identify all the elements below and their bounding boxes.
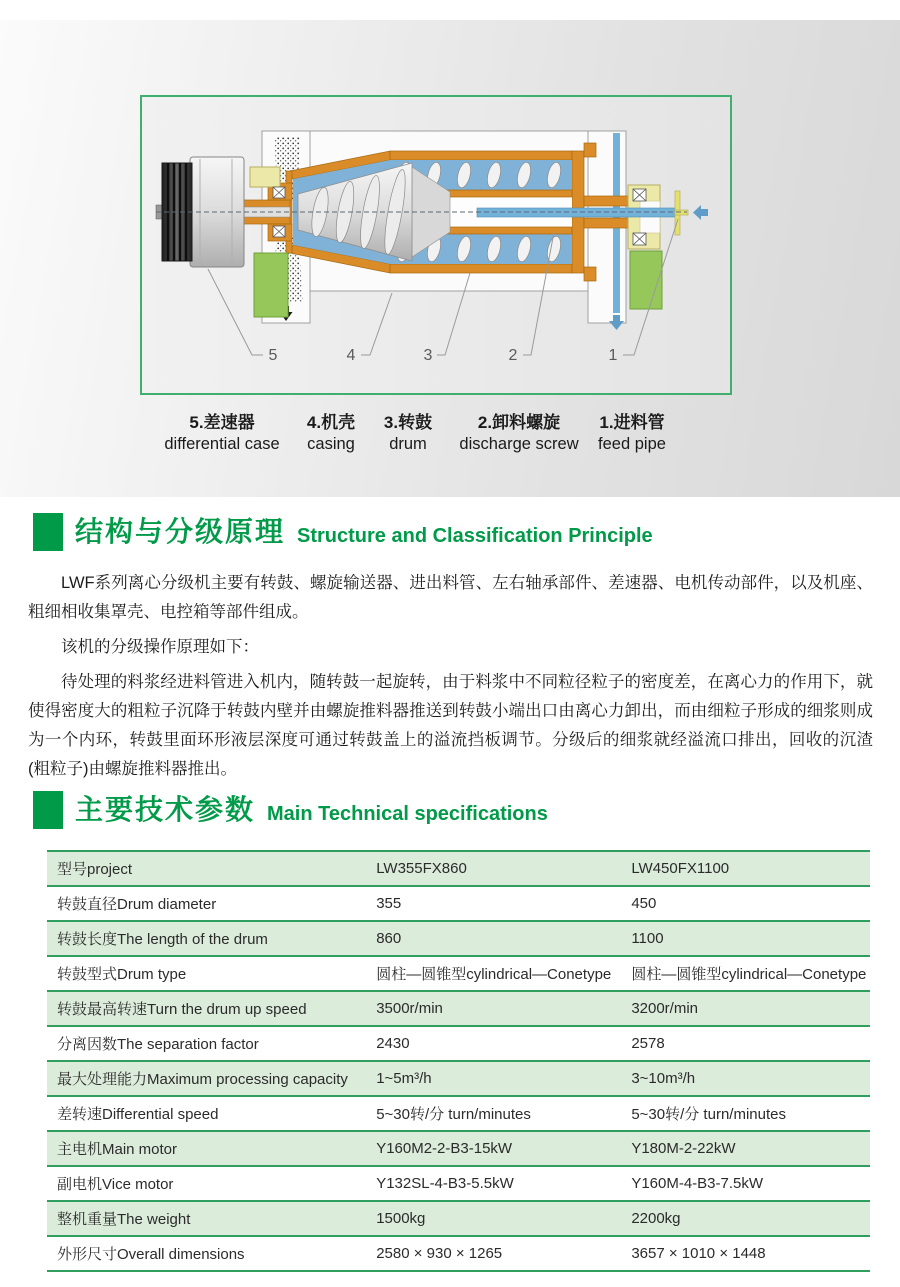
section-title-en: Structure and Classification Principle [297, 525, 653, 547]
part-label-en: casing [307, 435, 355, 453]
spec-label: 副电机Vice motor [47, 1166, 376, 1201]
technical-specifications-table [47, 850, 870, 1272]
spec-value-model2: LW450FX1100 [631, 851, 870, 886]
spec-value-model2: 3200r/min [631, 991, 870, 1026]
section-header-structure [33, 513, 653, 551]
spec-value-model2: 2578 [631, 1026, 870, 1061]
paragraph-principle-detail: 待处理的料浆经进料管进入机内，随转鼓一起旋转，由于料浆中不同粒径粒子的密度差，在离心力的作用下，就使得密度大的粗粒子沉降于转鼓内壁并由螺旋推料器推送到转鼓小端出口由离心力卸出，而由细粒子形成的细浆则成为一个内环，转鼓里面环形液层深度可通过转鼓盖上的溢流挡板调节。分级后的细浆就经溢流口排出，回收的沉渣(粗粒子)由螺旋推料器推出。 [28, 673, 873, 778]
part-label-en: discharge screw [459, 435, 579, 453]
spec-value-model2: 450 [631, 886, 870, 921]
table-row [47, 991, 870, 1026]
table-row [47, 1166, 870, 1201]
spec-value-model2: 1100 [631, 921, 870, 956]
spec-label: 转鼓直径Drum diameter [47, 886, 376, 921]
part-label-feed-pipe [598, 412, 666, 455]
spec-label: 转鼓型式Drum type [47, 956, 376, 991]
spec-label: 差转速Differential speed [47, 1096, 376, 1131]
table-row [47, 1201, 870, 1236]
spec-label: 主电机Main motor [47, 1131, 376, 1166]
part-label-differential-case [164, 412, 279, 455]
part-label-drum [384, 412, 432, 455]
part-label-discharge-screw [459, 412, 578, 455]
spec-value-model1: 圆柱—圆锥型cylindrical—Conetype [376, 956, 631, 991]
spec-value-model1: 1500kg [376, 1201, 631, 1236]
spec-label: 整机重量The weight [47, 1201, 376, 1236]
table-row [47, 1131, 870, 1166]
gray-gradient-band [0, 20, 900, 497]
paragraph-components: LWF系列离心分级机主要有转鼓、螺旋输送器、进出料管、左右轴承部件、差速器、电机传动部件，以及机座、粗细相收集罩壳、电控箱等部件组成。 [28, 574, 873, 621]
callout-number-5: 5 [268, 347, 278, 364]
callout-number-3: 3 [423, 347, 433, 364]
spec-value-model2: 圆柱—圆锥型cylindrical—Conetype [631, 956, 870, 991]
section-title-en: Main Technical specifications [267, 803, 548, 825]
spec-value-model1: 2580 × 930 × 1265 [376, 1236, 631, 1271]
green-square-bullet [33, 513, 63, 551]
part-label-zh: 3.转鼓 [383, 413, 433, 432]
structure-principle-text [28, 569, 873, 790]
spec-label: 转鼓长度The length of the drum [47, 921, 376, 956]
part-label-en: differential case [164, 435, 280, 453]
callout-number-4: 4 [346, 347, 356, 364]
spec-label: 型号project [47, 851, 376, 886]
spec-value-model1: Y160M2-2-B3-15kW [376, 1131, 631, 1166]
spec-value-model2: Y160M-4-B3-7.5kW [631, 1166, 870, 1201]
callout-number-1: 1 [608, 347, 618, 364]
green-square-bullet [33, 791, 63, 829]
spec-value-model2: 3657 × 1010 × 1448 [631, 1236, 870, 1271]
left-drive-assembly [156, 157, 292, 317]
spec-label: 分离因数The separation factor [47, 1026, 376, 1061]
table-row [47, 1061, 870, 1096]
spec-label: 转鼓最高转速Turn the drum up speed [47, 991, 376, 1026]
spec-value-model1: 5~30转/分 turn/minutes [376, 1096, 631, 1131]
table-row [47, 1236, 870, 1271]
spec-value-model1: 355 [376, 886, 631, 921]
part-label-casing [307, 412, 355, 455]
part-label-zh: 5.差速器 [189, 413, 255, 432]
table-row [47, 956, 870, 991]
spec-value-model1: Y132SL-4-B3-5.5kW [376, 1166, 631, 1201]
spec-value-model1: 860 [376, 921, 631, 956]
part-label-zh: 4.机壳 [306, 413, 356, 432]
spec-label: 最大处理能力Maximum processing capacity [47, 1061, 376, 1096]
table-row [47, 921, 870, 956]
spec-value-model2: 2200kg [631, 1201, 870, 1236]
spec-value-model2: 3~10m³/h [631, 1061, 870, 1096]
spec-value-model2: Y180M-2-22kW [631, 1131, 870, 1166]
paragraph-principle-intro: 该机的分级操作原理如下： [61, 638, 259, 656]
spec-value-model1: 2430 [376, 1026, 631, 1061]
part-label-zh: 1.进料管 [599, 413, 665, 432]
spec-value-model2: 5~30转/分 turn/minutes [631, 1096, 870, 1131]
section-title-zh: 主要技术参数 [75, 794, 256, 825]
centrifuge-diagram-panel [140, 95, 732, 395]
spec-value-model1: 3500r/min [376, 991, 631, 1026]
table-row [47, 851, 870, 886]
table-row [47, 1026, 870, 1061]
part-label-zh: 2.卸料螺旋 [477, 413, 561, 432]
section-header-specifications [33, 791, 548, 829]
section-title-zh: 结构与分级原理 [75, 516, 286, 547]
part-label-en: feed pipe [598, 435, 666, 453]
callout-number-2: 2 [508, 347, 518, 364]
table-row [47, 1096, 870, 1131]
spec-value-model1: LW355FX860 [376, 851, 631, 886]
spec-label: 外形尺寸Overall dimensions [47, 1236, 376, 1271]
part-label-en: drum [389, 435, 427, 453]
spec-value-model1: 1~5m³/h [376, 1061, 631, 1096]
table-row [47, 886, 870, 921]
